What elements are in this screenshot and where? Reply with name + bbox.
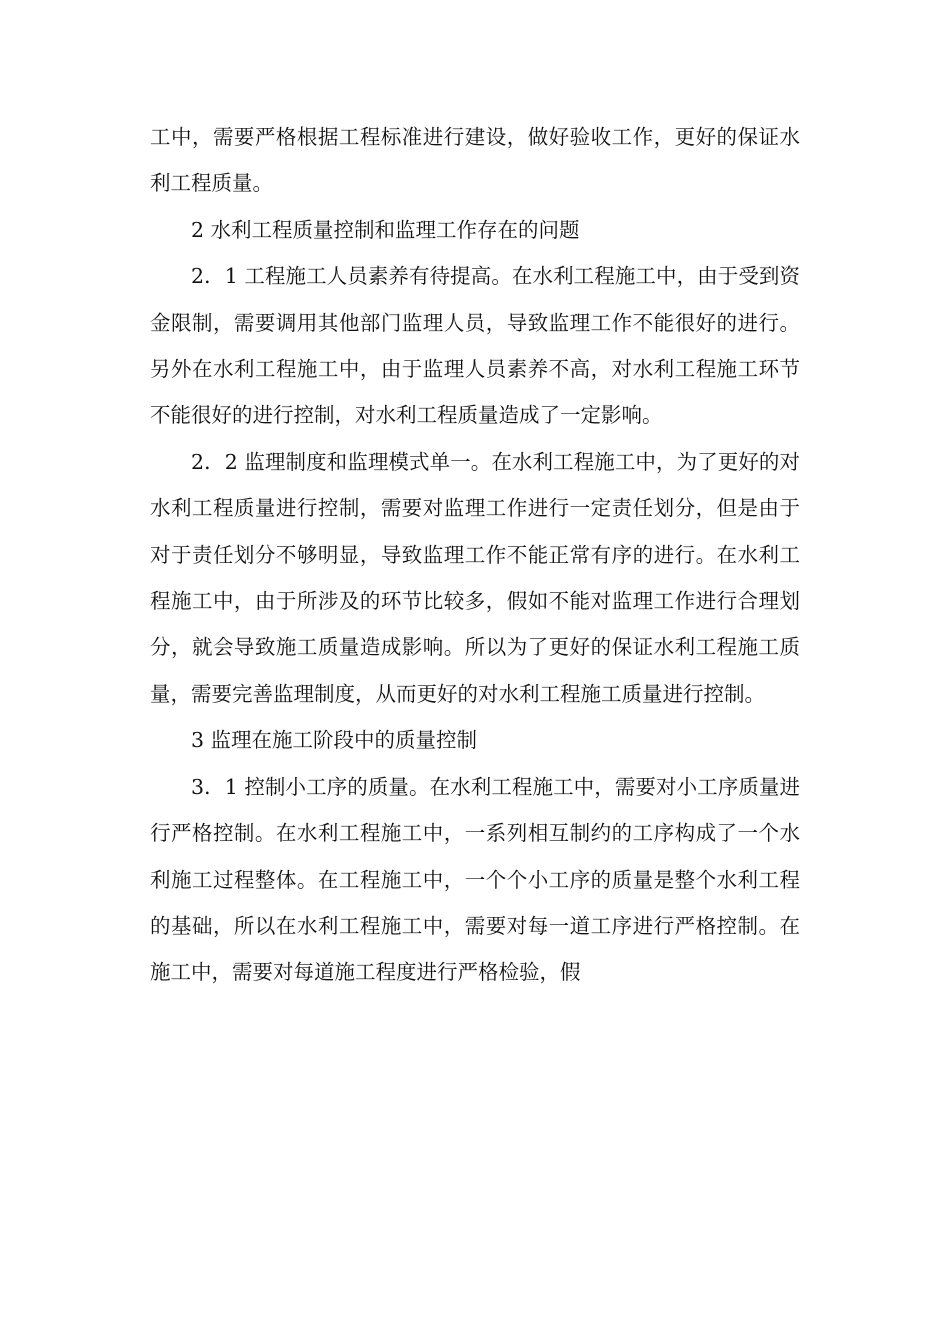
paragraph-2-1: 2．1 工程施工人员素养有待提高。在水利工程施工中，由于受到资金限制，需要调用其他部门监理人员，导致监理工作不能很好的进行。另外在水利工程施工中，由于监理人员素养不高，对水利工程施工环节不能很好的进行控制，对水利工程质量造成了一定影响。 — [150, 264, 800, 428]
paragraph-3-1: 3．1 控制小工序的质量。在水利工程施工中，需要对小工序质量进行严格控制。在水利工程施工中，一系列相互制约的工序构成了一个水利施工过程整体。在工程施工中，一个个小工序的质量是整个水利工程的基础，所以在水利工程施工中，需要对每一道工序进行严格控制。在施工中，需要对每道施工程度进行严格检验，假 — [150, 774, 800, 985]
document-body — [150, 114, 800, 996]
section-heading-2: 2 水利工程质量控制和监理工作存在的问题 — [191, 217, 580, 242]
paragraph-continuation: 工中，需要严格根据工程标准进行建设，做好验收工作，更好的保证水利工程质量。 — [150, 125, 800, 196]
section-heading-3: 3 监理在施工阶段中的质量控制 — [191, 728, 478, 753]
paragraph-2-2: 2．2 监理制度和监理模式单一。在水利工程施工中，为了更好的对水利工程质量进行控制，需要对监理工作进行一定责任划分，但是由于对于责任划分不够明显，导致监理工作不能正常有序的进行。在水利工程施工中，由于所涉及的环节比较多，假如不能对监理工作进行合理划分，就会导致施工质量造成影响。所以为了更好的保证水利工程施工质量，需要完善监理制度，从而更好的对水利工程施工质量进行控制。 — [150, 449, 800, 706]
